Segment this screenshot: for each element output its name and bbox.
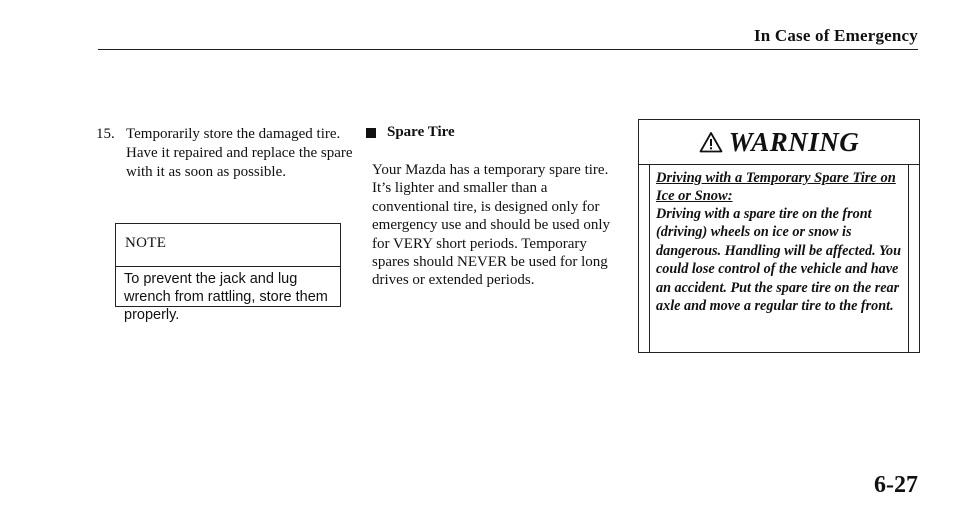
warning-subtitle: Driving with a Temporary Spare Tire on Ice or Snow: [656, 170, 896, 204]
note-body: To prevent the jack and lug wrench from rattling, store them properly. [124, 271, 328, 323]
page-number: 6-27 [874, 472, 918, 498]
square-bullet-icon [366, 128, 376, 138]
step-text: Temporarily store the damaged tire. Have it repaired and replace the spare with it as soon as possible. [126, 126, 353, 180]
section-title: In Case of Emergency [753, 26, 918, 45]
step-item [96, 125, 356, 182]
spare-tire-heading [366, 124, 455, 141]
step-number: 15. [96, 126, 115, 142]
warning-header [639, 120, 919, 165]
warning-box [638, 119, 920, 353]
spare-tire-heading-text: Spare Tire [387, 124, 455, 140]
warning-content [649, 164, 909, 352]
header-divider [98, 49, 918, 50]
warning-body: Driving with a spare tire on the front (driving) wheels on ice or snow is dangerous. Handling will be affected. You could lose control of the vehicle and have an accident. Put the spare tire on the rear axle and move a regular tire to the front. [656, 206, 902, 315]
note-box [115, 223, 341, 323]
note-title: NOTE [125, 235, 167, 251]
warning-title: WARNING [728, 126, 860, 157]
note-divider [116, 266, 340, 267]
spare-tire-body: Your Mazda has a temporary spare tire. It’s lighter and smaller than a conventional tire, is designed only for emergency use and should be used only for VERY short periods. Temporary spares should NEVER be used for long drives or extended periods. [372, 162, 611, 289]
warning-triangle-icon [699, 131, 723, 153]
